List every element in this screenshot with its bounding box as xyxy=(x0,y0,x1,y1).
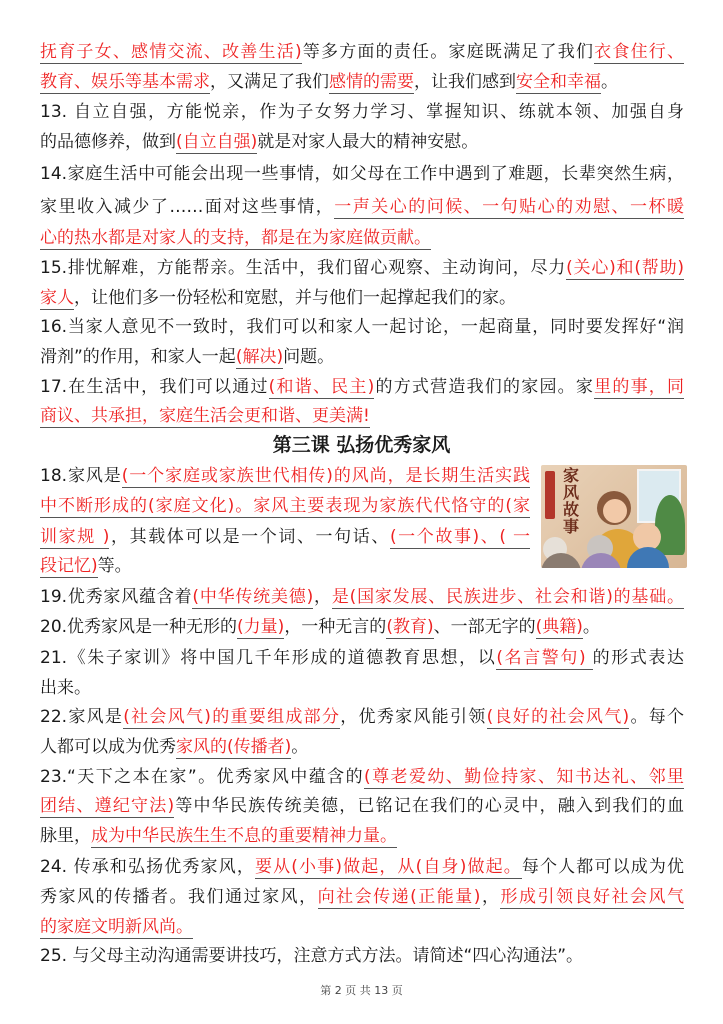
body-text: 23.“天下之本在家”。优秀家风中蕴含的 xyxy=(40,767,365,787)
body-text: 的形式表达 xyxy=(592,648,684,668)
body-text: ，又满足了我们 xyxy=(210,72,329,92)
text-line xyxy=(40,852,684,882)
body-text: 就是对家人最大的精神安慰。 xyxy=(257,132,479,152)
body-text: 脉里， xyxy=(40,826,91,846)
body-text: 21.《朱子家训》将中国几千年形成的道德教育思想，以 xyxy=(40,648,497,668)
body-text: ，其载体可以是一个词、一句话、 xyxy=(109,527,390,547)
body-text: 16.当家人意见不一致时，我们可以和家人一起讨论，一起商量，同时要发挥好“润 xyxy=(40,317,684,337)
text-line xyxy=(40,223,684,253)
answer-text: 感情的需要 xyxy=(329,72,414,92)
body-text: 的品德修养，做到 xyxy=(40,132,176,152)
body-text: ，一种无言的 xyxy=(284,617,387,637)
answer-text: (解决) xyxy=(235,347,284,367)
page-footer: 第 2 页 共 13 页 xyxy=(320,984,403,997)
body-text: 14.家庭生活中可能会出现一些事情，如父母在工作中遇到了难题，长辈突然生病， xyxy=(40,164,684,184)
text-line xyxy=(40,312,684,342)
answer-text: 家人 xyxy=(40,288,74,308)
body-text: 15.排忧解难，方能帮亲。生活中，我们留心观察、主动询问，尽力 xyxy=(40,258,567,278)
answer-text: (关心)和(帮助) xyxy=(566,258,685,278)
body-text: 等中华民族传统美德，已铭记在我们的心灵中，融入到我们的血 xyxy=(174,796,684,816)
text-line xyxy=(40,283,684,313)
answer-text: 中不断形成的(家庭文化)。家风主要表现为家族代代恪守的(家 xyxy=(40,496,530,516)
text-line xyxy=(40,522,530,552)
answer-text: (力量) xyxy=(237,617,285,637)
text-line xyxy=(40,732,684,762)
text-line xyxy=(40,372,684,402)
text-line xyxy=(40,342,684,372)
answer-text: (一个故事)、( 一 xyxy=(389,527,530,547)
body-text: 。 xyxy=(291,737,309,757)
body-text: 出来。 xyxy=(40,678,91,698)
answer-text: (和谐、民主) xyxy=(268,377,375,397)
answer-text: 要从(小事)做起，从(自身)做起。 xyxy=(254,857,522,877)
text-line xyxy=(40,97,684,127)
body-text: ，优秀家风能引领 xyxy=(340,707,487,727)
body-text: 18.家风是 xyxy=(40,466,122,486)
answer-text: (典籍) xyxy=(535,617,583,637)
answer-text: 形成引领良好社会风气 xyxy=(500,887,685,907)
body-text: 24. 传承和弘扬优秀家风， xyxy=(40,857,255,877)
body-text: 每个人都可以成为优 xyxy=(521,857,685,877)
text-line xyxy=(40,912,684,942)
cover-tag xyxy=(545,471,555,519)
text-line xyxy=(40,37,684,67)
answer-text: 向社会传递(正能量) xyxy=(317,887,481,907)
text-line xyxy=(40,491,530,521)
answer-text: 衣食住行、 xyxy=(594,42,684,62)
body-text: 家里收入减少了……面对这些事情， xyxy=(40,197,335,217)
text-line xyxy=(40,612,684,642)
text-line xyxy=(40,643,684,673)
answer-text: 家风的(传播者) xyxy=(176,737,292,757)
answer-text: (教育) xyxy=(386,617,434,637)
text-line xyxy=(40,882,684,912)
answer-text: (社会风气)的重要组成部分 xyxy=(123,707,341,727)
answer-text: 成为中华民族生生不息的重要精神力量。 xyxy=(91,826,397,846)
answer-text: 团结、遵纪守法) xyxy=(40,796,175,816)
body-text: 20.优秀家风是一种无形的 xyxy=(40,617,238,637)
answer-text: (尊老爱幼、勤俭持家、知书达礼、邻里 xyxy=(364,767,684,787)
body-text: ， xyxy=(313,587,332,607)
body-text: 22.家风是 xyxy=(40,707,124,727)
body-text: ， xyxy=(480,887,501,907)
answer-text: 抚育子女、感情交流、改善生活) xyxy=(40,42,302,62)
answer-text: 段记忆) xyxy=(40,556,98,576)
answer-text: 教育、娱乐等基本需求 xyxy=(40,72,210,92)
body-text: 问题。 xyxy=(283,347,335,367)
text-line xyxy=(40,253,684,283)
body-text: 等。 xyxy=(97,556,132,576)
body-text: 。 xyxy=(601,72,618,92)
body-text: ，让他们多一份轻松和宽慰，并与他们一起撑起我们的家。 xyxy=(74,288,516,308)
body-text: 17.在生活中，我们可以通过 xyxy=(40,377,269,397)
answer-text: (良好的社会风气) xyxy=(486,707,630,727)
body-text: 等多方面的责任。家庭既满足了我们 xyxy=(301,42,595,62)
mother-face xyxy=(603,499,627,523)
answer-text: 安全和幸福 xyxy=(516,72,601,92)
text-line xyxy=(40,127,684,157)
answer-text: 商议、共承担，家庭生活会更和谐、更美满! xyxy=(40,406,370,426)
text-line xyxy=(40,67,684,97)
text-line xyxy=(40,702,684,732)
text-line xyxy=(40,941,684,971)
text-line xyxy=(40,159,684,189)
family-story-illustration xyxy=(541,465,687,568)
text-line xyxy=(40,192,684,222)
body-text: 秀家风的传播者。我们通过家风， xyxy=(40,887,318,907)
body-text: 的方式营造我们的家园。家 xyxy=(374,377,595,397)
section-title: 第三课 弘扬优秀家风 xyxy=(272,434,451,456)
answer-text: (一个家庭或家族世代相传)的风尚，是长期生活实践 xyxy=(121,466,530,486)
body-text: 25. 与父母主动沟通需要讲技巧，注意方式方法。请简述“四心沟通法”。 xyxy=(40,946,584,966)
text-line xyxy=(40,461,530,491)
answer-text: (自立自强) xyxy=(176,132,258,152)
answer-text: 里的事，同 xyxy=(594,377,685,397)
text-line xyxy=(40,791,684,821)
answer-text: (中华传统美德) xyxy=(192,587,314,607)
body-text: 。每个 xyxy=(629,707,685,727)
answer-text: 训家规 ) xyxy=(40,527,110,547)
text-line xyxy=(40,821,684,851)
body-text: 19.优秀家风蕴含着 xyxy=(40,587,193,607)
body-text: 滑剂”的作用，和家人一起 xyxy=(40,347,236,367)
text-line xyxy=(40,401,684,431)
body-text: 、一部无字的 xyxy=(433,617,536,637)
body-text: 人都可以成为优秀 xyxy=(40,737,176,757)
text-line xyxy=(40,551,530,581)
answer-text: (名言警句) xyxy=(496,648,593,668)
text-line xyxy=(40,673,684,703)
plant-graphic xyxy=(655,495,685,555)
text-line xyxy=(40,582,684,612)
body-text: 13. 自立自强，方能悦亲，作为子女努力学习、掌握知识、练就本领、加强自身 xyxy=(40,102,684,122)
body-text: ，让我们感到 xyxy=(414,72,516,92)
cover-title: 家风故事 xyxy=(563,466,580,536)
body-text: 。 xyxy=(582,617,600,637)
text-line xyxy=(40,762,684,792)
answer-text: 的家庭文明新风尚。 xyxy=(40,917,193,937)
answer-text: 是(国家发展、民族进步、社会和谐)的基础。 xyxy=(331,587,685,607)
answer-text: 一声关心的问候、一句贴心的劝慰、一杯暖 xyxy=(334,197,685,217)
answer-text: 心的热水都是对家人的支持，都是在为家庭做贡献。 xyxy=(40,228,431,248)
